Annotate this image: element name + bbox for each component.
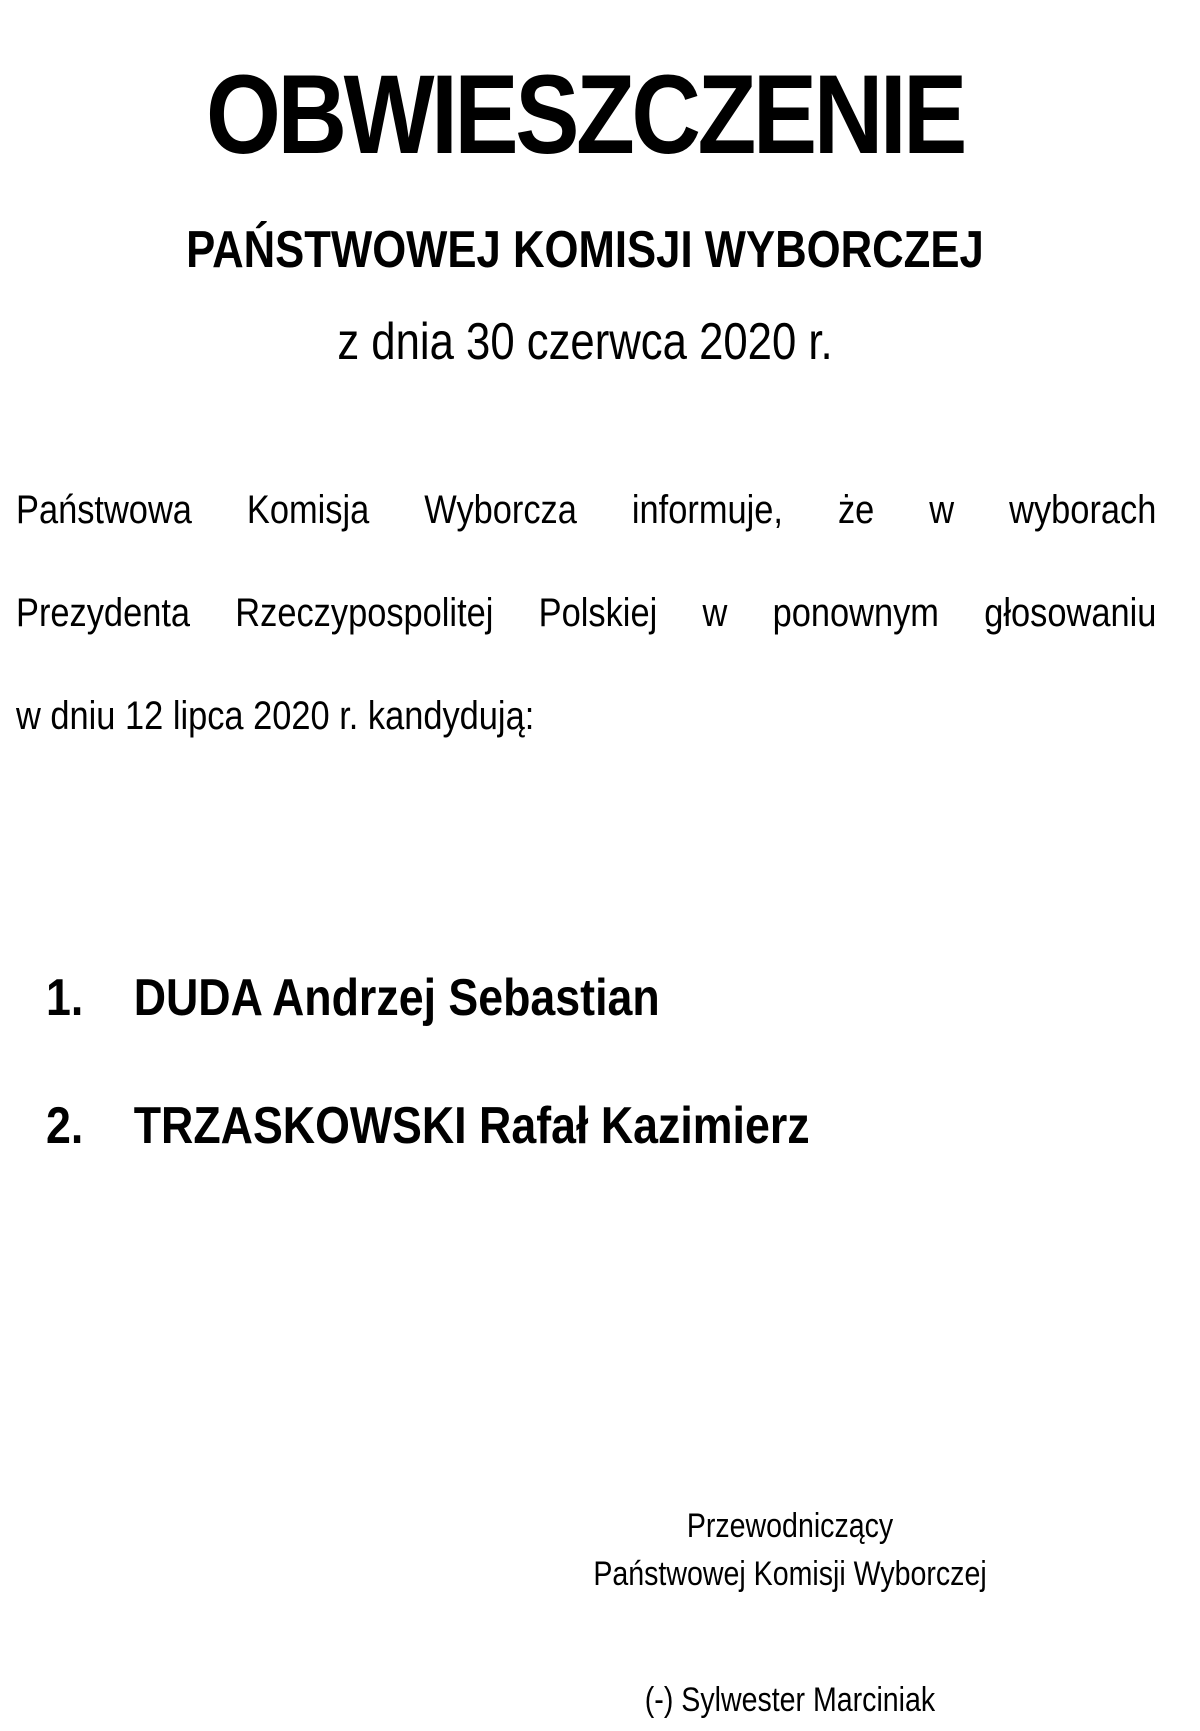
- signature-institution: Państwowej Komisji Wyborczej: [593, 1555, 987, 1593]
- candidate-number: 2.: [46, 1097, 84, 1155]
- body-text-line-1: Państwowa Komisja Wyborcza informuje, że w wyborach: [16, 488, 1157, 532]
- candidate-name: TRZASKOWSKI Rafał Kazimierz: [133, 1097, 810, 1155]
- candidate-item-1: [46, 968, 660, 1028]
- signature-name: (-) Sylwester Marciniak: [644, 1681, 936, 1719]
- candidate-name: DUDA Andrzej Sebastian: [133, 969, 660, 1027]
- document-title: OBWIESZCZENIE: [206, 52, 964, 177]
- signature-role: Przewodniczący: [686, 1507, 894, 1545]
- body-text-line-2: Prezydenta Rzeczypospolitej Polskiej w ponownym głosowaniu: [16, 591, 1157, 635]
- document-date: z dnia 30 czerwca 2020 r.: [337, 313, 833, 371]
- document-subtitle: PAŃSTWOWEJ KOMISJI WYBORCZEJ: [186, 221, 984, 279]
- candidate-item-2: [46, 1096, 810, 1156]
- body-text-line-3: w dniu 12 lipca 2020 r. kandydują:: [16, 694, 535, 738]
- candidate-number: 1.: [46, 969, 84, 1027]
